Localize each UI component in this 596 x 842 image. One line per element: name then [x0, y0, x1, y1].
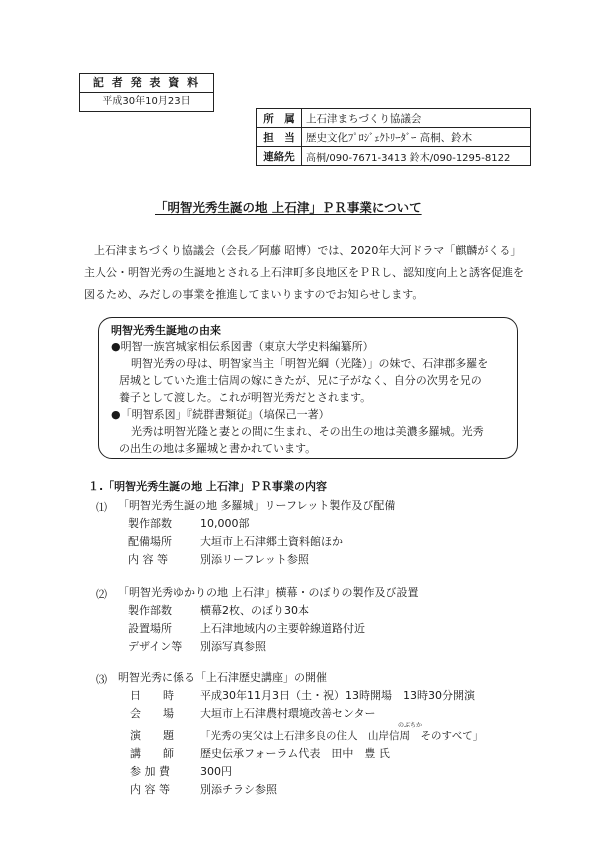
contact-label: 連絡先: [257, 147, 302, 166]
press-release-box: [79, 73, 214, 112]
item-value: 上石津地域内の主要幹線道路付近: [200, 622, 365, 635]
item-number: ⑶: [96, 673, 107, 686]
item-value: 大垣市上石津郷土資料館ほか: [200, 535, 343, 548]
item-label: 配備場所: [128, 535, 172, 548]
item-label: 講 師: [130, 747, 174, 760]
contact-value: 歴史文化ﾌﾟﾛｼﾞｪｸﾄﾘｰﾀﾞｰ 高桐、鈴木: [302, 128, 531, 147]
item-label: 会 場: [130, 707, 174, 720]
origin-source-1: ●明智一族宮城家相伝系図書（東京大学史料編纂所）: [111, 340, 374, 353]
item-label: 参 加 費: [130, 765, 170, 778]
item-value: 歴史伝承フォーラム代表 田中 豊 氏: [200, 747, 390, 760]
item-value: 別添写真参照: [200, 640, 266, 653]
origin-text-line: 養子として渡した。これが明智光秀だとされます。: [119, 391, 372, 404]
item-label: デザイン等: [128, 640, 183, 653]
item-label: 製作部数: [128, 517, 172, 530]
item-title: 「明智光秀生誕の地 多羅城」リーフレット製作及び配備: [118, 499, 396, 512]
intro-line: 図るため、みだしの事業を推進してまいりますのでお知らせします。: [84, 288, 424, 301]
item-value: 10,000部: [200, 517, 250, 530]
document-title: 「明智光秀生誕の地 上石津」ＰＲ事業について: [155, 200, 422, 215]
contact-row: [257, 147, 531, 166]
origin-text-line: の出生の地は多羅城と書かれています。: [119, 442, 317, 455]
item-number: ⑴: [96, 501, 107, 514]
press-release-heading: 記 者 発 表 資 料: [80, 74, 213, 93]
item-number: ⑵: [96, 588, 107, 601]
item-value: 平成30年11月3日（土・祝）13時開場 13時30分開演: [200, 689, 475, 702]
section-heading: １.「明智光秀生誕の地 上石津」ＰＲ事業の内容: [88, 480, 328, 493]
contact-label: 担 当: [257, 128, 302, 147]
origin-text-line: 明智光秀の母は、明智家当主「明智光綱（光隆）」の妹で、石津郡多羅を: [131, 357, 489, 370]
origin-text-line: 居城としていた進士信周の嫁にきたが、兄に子がなく、自分の次男を兄の: [119, 374, 482, 387]
item-label: 設置場所: [128, 622, 172, 635]
item-label: 内 容 等: [130, 783, 170, 796]
origin-source-2: ●「明智系図」『続群書類従』（塙保己一著）: [111, 408, 330, 421]
contact-table: [256, 108, 531, 166]
contact-value: 高桐/090-7671-3413 鈴木/090-1295-8122: [302, 147, 531, 166]
item-label: 内 容 等: [128, 553, 168, 566]
press-release-date: 平成30年10月23日: [102, 96, 191, 107]
item-value: 大垣市上石津農村環境改善センター: [200, 707, 376, 720]
ruby-reading: のぶちか: [398, 722, 423, 729]
item-title: 明智光秀に係る「上石津歴史講座」の開催: [118, 671, 327, 684]
origin-box: [98, 317, 518, 459]
contact-row: [257, 128, 531, 147]
item-title: 「明智光秀ゆかりの地 上石津」横幕・のぼりの製作及び設置: [118, 586, 419, 599]
contact-row: [257, 109, 531, 128]
origin-text-line: 光秀は明智光隆と妻との間に生まれ、その出生の地は美濃多羅城。光秀: [131, 425, 484, 438]
origin-heading: 明智光秀生誕地の由来: [111, 324, 221, 337]
intro-line: 上石津まちづくり協議会（会長／阿藤 昭博）では、2020年大河ドラマ「麒麟がくる」: [94, 244, 522, 257]
item-value: 別添チラシ参照: [200, 783, 277, 796]
item-value: 別添リーフレット参照: [200, 553, 309, 566]
item-label: 演 題: [130, 729, 174, 742]
item-label: 製作部数: [128, 604, 172, 617]
contact-value: 上石津まちづくり協議会: [302, 109, 531, 128]
item-value: 300円: [200, 765, 232, 778]
intro-paragraph: [84, 240, 534, 306]
intro-line: 主人公・明智光秀の生誕地とされる上石津町多良地区をＰＲし、認知度向上と誘客促進を: [84, 266, 524, 279]
item-value: 「光秀の実父は上石津多良の住人 山岸信周 そのすべて」: [200, 730, 484, 742]
contact-label: 所 属: [257, 109, 302, 128]
item-label: 日 時: [130, 689, 174, 702]
item-value: 横幕2枚、のぼり30本: [200, 604, 309, 617]
